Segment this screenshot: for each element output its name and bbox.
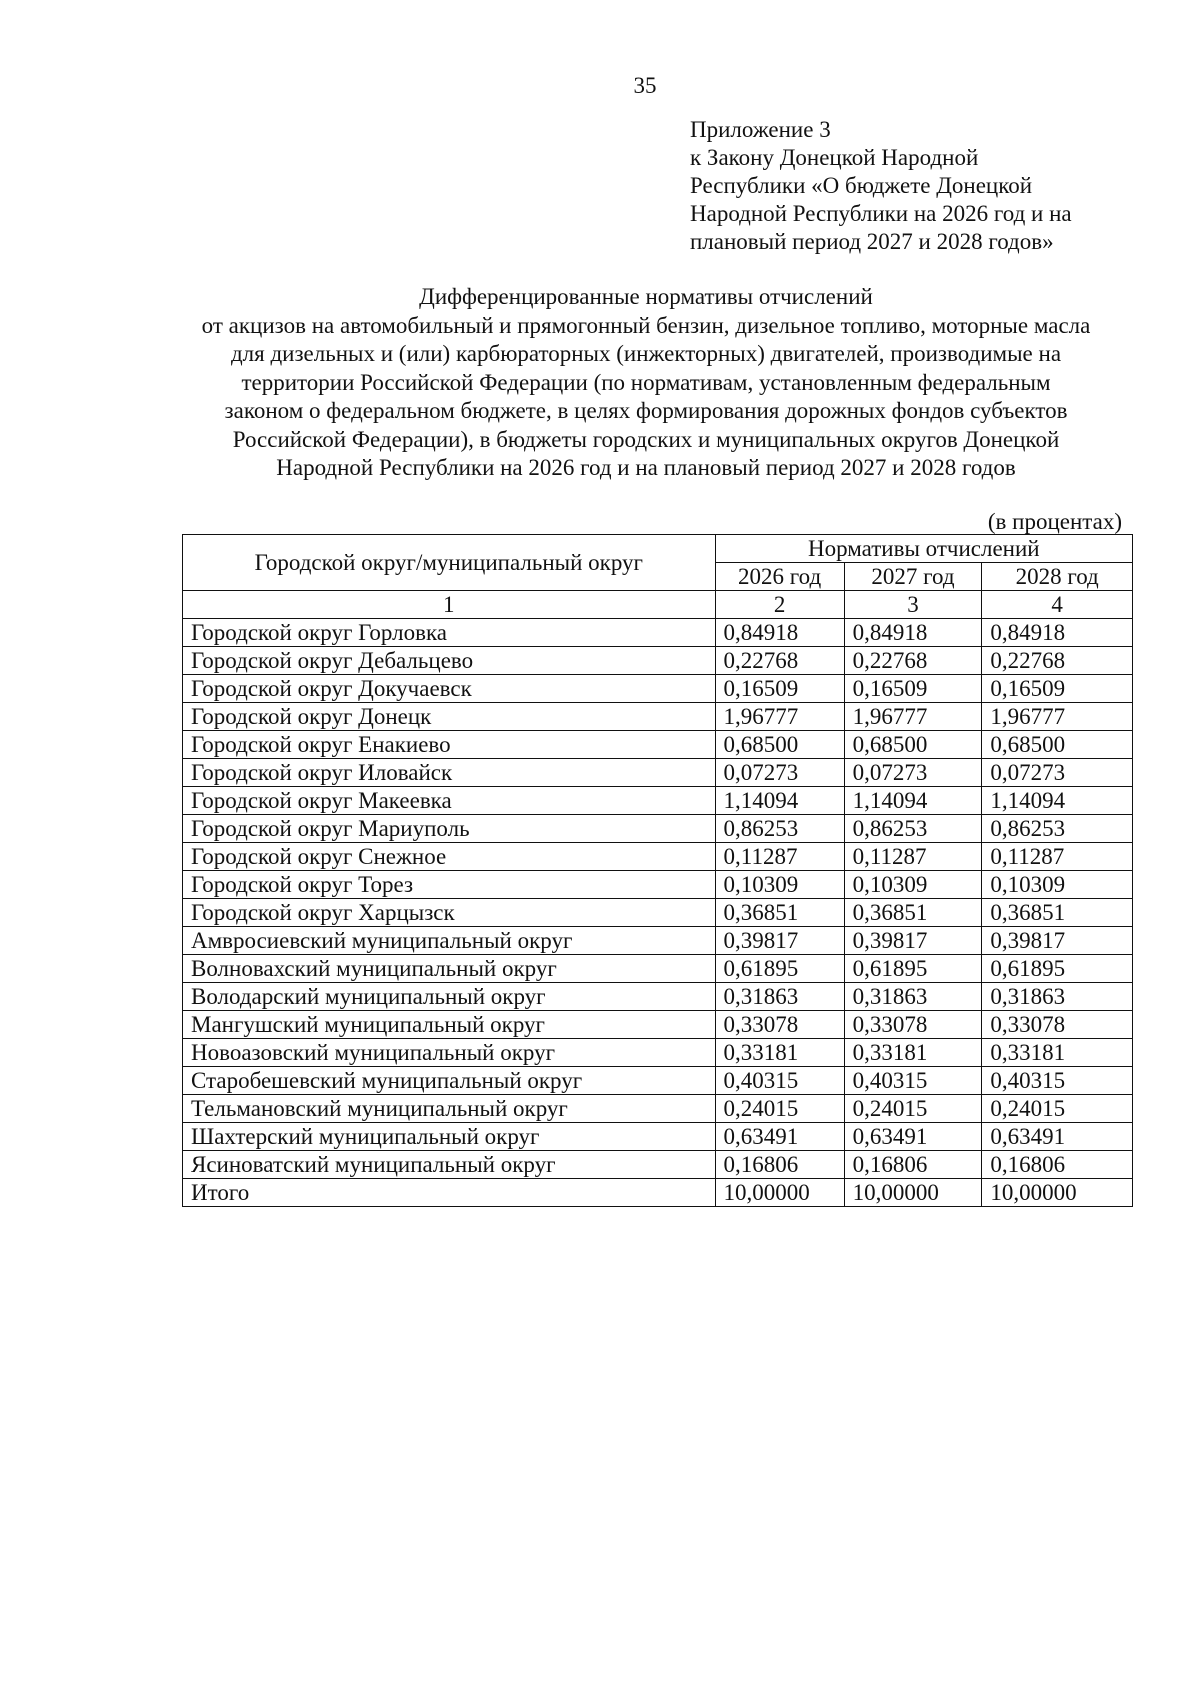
table-row <box>183 759 1133 787</box>
table-header-row <box>183 535 1133 563</box>
appendix-line: плановый период 2027 и 2028 годов» <box>690 229 1054 254</box>
value-2027-cell: 0,40315 <box>844 1067 982 1095</box>
title-line: Дифференцированные нормативы отчислений <box>419 284 873 309</box>
table-row <box>183 983 1133 1011</box>
title-line: территории Российской Федерации (по нормативам, установленным федеральным <box>241 369 1051 395</box>
value-2026-cell: 0,63491 <box>715 1123 844 1151</box>
appendix-line: Приложение 3 <box>690 117 831 142</box>
value-2026-cell: 0,39817 <box>715 927 844 955</box>
appendix-line: Народной Республики на 2026 год и на <box>690 201 1072 226</box>
value-2026-cell: 0,31863 <box>715 983 844 1011</box>
column-number: 4 <box>982 591 1133 619</box>
district-name-cell: Городской округ Мариуполь <box>183 815 716 843</box>
table-row <box>183 731 1133 759</box>
header-year: 2026 год <box>715 563 844 591</box>
page-number: 35 <box>633 73 657 98</box>
district-name-cell: Тельмановский муниципальный округ <box>183 1095 716 1123</box>
value-2026-cell: 1,14094 <box>715 787 844 815</box>
column-number: 1 <box>183 591 716 619</box>
district-name-cell: Городской округ Донецк <box>183 703 716 731</box>
appendix-line: к Закону Донецкой Народной <box>690 145 979 170</box>
district-name-cell: Старобешевский муниципальный округ <box>183 1067 716 1095</box>
value-2028-cell: 0,84918 <box>982 619 1133 647</box>
district-name-cell: Новоазовский муниципальный округ <box>183 1039 716 1067</box>
column-number-row <box>183 591 1133 619</box>
table-row <box>183 815 1133 843</box>
district-name-cell: Ясиноватский муниципальный округ <box>183 1151 716 1179</box>
appendix-reference <box>690 116 1130 256</box>
table-row <box>183 871 1133 899</box>
value-2027-cell: 0,24015 <box>844 1095 982 1123</box>
table-row <box>183 1095 1133 1123</box>
district-name-cell: Городской округ Горловка <box>183 619 716 647</box>
value-2026-cell: 0,07273 <box>715 759 844 787</box>
value-2026-cell: 0,24015 <box>715 1095 844 1123</box>
table-row <box>183 1039 1133 1067</box>
district-name-cell: Городской округ Енакиево <box>183 731 716 759</box>
value-2028-cell: 0,11287 <box>982 843 1133 871</box>
district-name-cell: Городской округ Харцызск <box>183 899 716 927</box>
header-year: 2028 год <box>982 563 1133 591</box>
district-name-cell: Волновахский муниципальный округ <box>183 955 716 983</box>
district-name-cell: Городской округ Макеевка <box>183 787 716 815</box>
title-line: Народной Республики на 2026 год и на плановый период 2027 и 2028 годов <box>276 455 1016 480</box>
header-norms-group: Нормативы отчислений <box>715 535 1132 563</box>
value-2028-cell: 0,61895 <box>982 955 1133 983</box>
norms-table <box>182 534 1133 1207</box>
table-row <box>183 843 1133 871</box>
table-body <box>183 619 1133 1207</box>
value-2026-cell: 0,36851 <box>715 899 844 927</box>
column-number: 2 <box>715 591 844 619</box>
district-name-cell: Городской округ Иловайск <box>183 759 716 787</box>
value-2026-cell: 0,40315 <box>715 1067 844 1095</box>
value-2028-cell: 0,33181 <box>982 1039 1133 1067</box>
value-2026-cell: 0,22768 <box>715 647 844 675</box>
value-2028-cell: 0,86253 <box>982 815 1133 843</box>
value-2028-cell: 0,68500 <box>982 731 1133 759</box>
district-name-cell: Амвросиевский муниципальный округ <box>183 927 716 955</box>
value-2028-cell: 0,24015 <box>982 1095 1133 1123</box>
value-2027-cell: 0,39817 <box>844 927 982 955</box>
value-2027-cell: 0,16806 <box>844 1151 982 1179</box>
table-row <box>183 703 1133 731</box>
district-name-cell: Шахтерский муниципальный округ <box>183 1123 716 1151</box>
value-2026-cell: 0,68500 <box>715 731 844 759</box>
units-note: (в процентах) <box>987 509 1122 534</box>
value-2028-cell: 0,36851 <box>982 899 1133 927</box>
value-2026-cell: 0,10309 <box>715 871 844 899</box>
document-title <box>160 283 1132 483</box>
table-row <box>183 787 1133 815</box>
value-2026-cell: 0,86253 <box>715 815 844 843</box>
value-2027-cell: 0,63491 <box>844 1123 982 1151</box>
table-row <box>183 1151 1133 1179</box>
value-2028-cell: 1,96777 <box>982 703 1133 731</box>
value-2027-cell: 0,84918 <box>844 619 982 647</box>
district-name-cell: Городской округ Торез <box>183 871 716 899</box>
table-row <box>183 619 1133 647</box>
value-2028-cell: 0,33078 <box>982 1011 1133 1039</box>
value-2028-cell: 0,10309 <box>982 871 1133 899</box>
value-2027-cell: 0,10309 <box>844 871 982 899</box>
value-2026-cell: 0,11287 <box>715 843 844 871</box>
value-2026-cell: 1,96777 <box>715 703 844 731</box>
appendix-line: Республики «О бюджете Донецкой <box>690 173 1033 198</box>
table-row <box>183 1123 1133 1151</box>
value-2027-cell: 0,16509 <box>844 675 982 703</box>
value-2028-cell: 0,16806 <box>982 1151 1133 1179</box>
table-row <box>183 927 1133 955</box>
column-number: 3 <box>844 591 982 619</box>
table-row <box>183 955 1133 983</box>
value-2027-cell: 10,00000 <box>844 1179 982 1207</box>
title-line: Российской Федерации), в бюджеты городских и муниципальных округов Донецкой <box>232 426 1060 452</box>
district-name-cell: Городской округ Докучаевск <box>183 675 716 703</box>
value-2028-cell: 0,22768 <box>982 647 1133 675</box>
table-row <box>183 1067 1133 1095</box>
value-2028-cell: 0,16509 <box>982 675 1133 703</box>
district-name-cell: Городской округ Дебальцево <box>183 647 716 675</box>
value-2027-cell: 0,36851 <box>844 899 982 927</box>
value-2028-cell: 0,63491 <box>982 1123 1133 1151</box>
value-2026-cell: 10,00000 <box>715 1179 844 1207</box>
value-2028-cell: 0,40315 <box>982 1067 1133 1095</box>
district-name-cell: Мангушский муниципальный округ <box>183 1011 716 1039</box>
value-2027-cell: 0,33078 <box>844 1011 982 1039</box>
value-2026-cell: 0,16806 <box>715 1151 844 1179</box>
total-row <box>183 1179 1133 1207</box>
value-2027-cell: 0,11287 <box>844 843 982 871</box>
table-row <box>183 899 1133 927</box>
value-2028-cell: 1,14094 <box>982 787 1133 815</box>
value-2027-cell: 0,22768 <box>844 647 982 675</box>
value-2026-cell: 0,61895 <box>715 955 844 983</box>
title-line: от акцизов на автомобильный и прямогонный бензин, дизельное топливо, моторные масла <box>201 312 1091 338</box>
value-2027-cell: 0,33181 <box>844 1039 982 1067</box>
district-name-cell: Володарский муниципальный округ <box>183 983 716 1011</box>
value-2028-cell: 10,00000 <box>982 1179 1133 1207</box>
value-2027-cell: 1,96777 <box>844 703 982 731</box>
value-2026-cell: 0,84918 <box>715 619 844 647</box>
value-2026-cell: 0,33078 <box>715 1011 844 1039</box>
title-line: для дизельных и (или) карбюраторных (инжекторных) двигателей, производимые на <box>230 341 1062 366</box>
value-2027-cell: 0,31863 <box>844 983 982 1011</box>
table-row <box>183 1011 1133 1039</box>
value-2027-cell: 1,14094 <box>844 787 982 815</box>
value-2027-cell: 0,68500 <box>844 731 982 759</box>
title-line: законом о федеральном бюджете, в целях формирования дорожных фондов субъектов <box>224 398 1068 423</box>
value-2028-cell: 0,39817 <box>982 927 1133 955</box>
district-name-cell: Городской округ Снежное <box>183 843 716 871</box>
district-name-cell: Итого <box>183 1179 716 1207</box>
table-row <box>183 675 1133 703</box>
value-2027-cell: 0,07273 <box>844 759 982 787</box>
value-2027-cell: 0,86253 <box>844 815 982 843</box>
header-year: 2027 год <box>844 563 982 591</box>
value-2026-cell: 0,16509 <box>715 675 844 703</box>
value-2027-cell: 0,61895 <box>844 955 982 983</box>
header-district: Городской округ/муниципальный округ <box>183 535 716 591</box>
value-2028-cell: 0,31863 <box>982 983 1133 1011</box>
value-2028-cell: 0,07273 <box>982 759 1133 787</box>
table-row <box>183 647 1133 675</box>
value-2026-cell: 0,33181 <box>715 1039 844 1067</box>
